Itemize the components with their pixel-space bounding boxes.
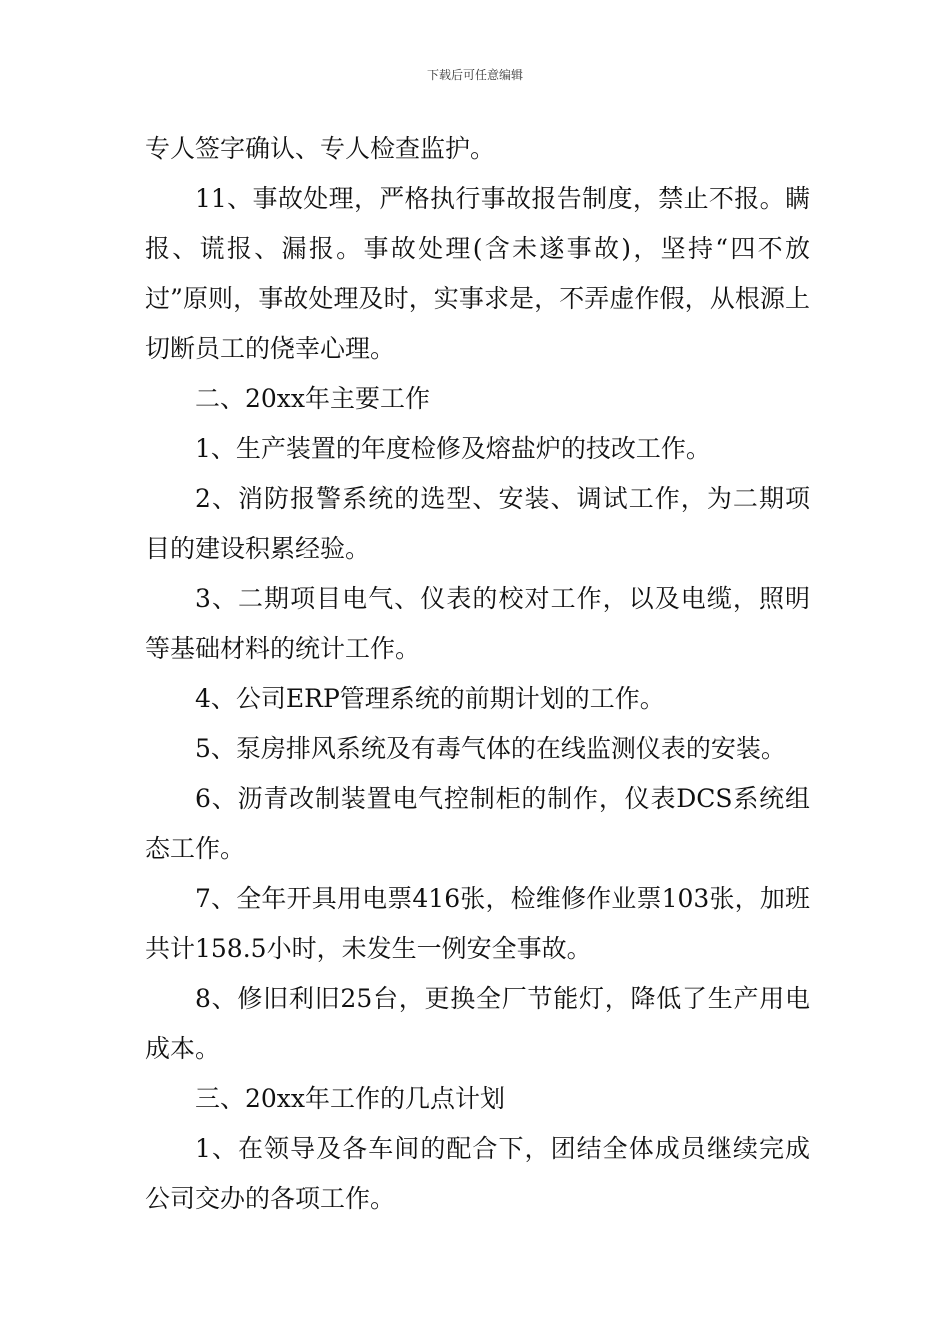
paragraph: 11、事故处理，严格执行事故报告制度，禁止不报。瞒报、谎报、漏报。事故处理(含未遂事故)，坚持“四不放过”原则，事故处理及时，实事求是，不弄虚作假，从根源上切断员工的侥幸心理。 <box>145 184 810 363</box>
document-body <box>145 124 810 1224</box>
paragraph: 5、泵房排风系统及有毒气体的在线监测仪表的安装。 <box>195 734 786 763</box>
page-header: 下载后可任意编辑 <box>426 68 523 82</box>
paragraph: 1、生产装置的年度检修及熔盐炉的技改工作。 <box>195 434 711 463</box>
paragraph: 专人签字确认、专人检查监护。 <box>145 134 496 163</box>
paragraph: 8、修旧利旧25台，更换全厂节能灯，降低了生产用电成本。 <box>145 984 810 1063</box>
paragraph: 4、公司ERP管理系统的前期计划的工作。 <box>195 684 665 713</box>
section-heading: 二、20xx年主要工作 <box>195 384 431 413</box>
paragraph: 2、消防报警系统的选型、安装、调试工作，为二期项目的建设积累经验。 <box>145 484 810 563</box>
paragraph: 1、在领导及各车间的配合下，团结全体成员继续完成公司交办的各项工作。 <box>145 1134 810 1213</box>
section-heading: 三、20xx年工作的几点计划 <box>195 1084 506 1113</box>
paragraph: 6、沥青改制装置电气控制柜的制作，仪表DCS系统组态工作。 <box>145 784 810 863</box>
paragraph: 7、全年开具用电票416张，检维修作业票103张，加班共计158.5小时，未发生一例安全事故。 <box>145 884 810 963</box>
paragraph: 3、二期项目电气、仪表的校对工作，以及电缆，照明等基础材料的统计工作。 <box>145 584 810 663</box>
